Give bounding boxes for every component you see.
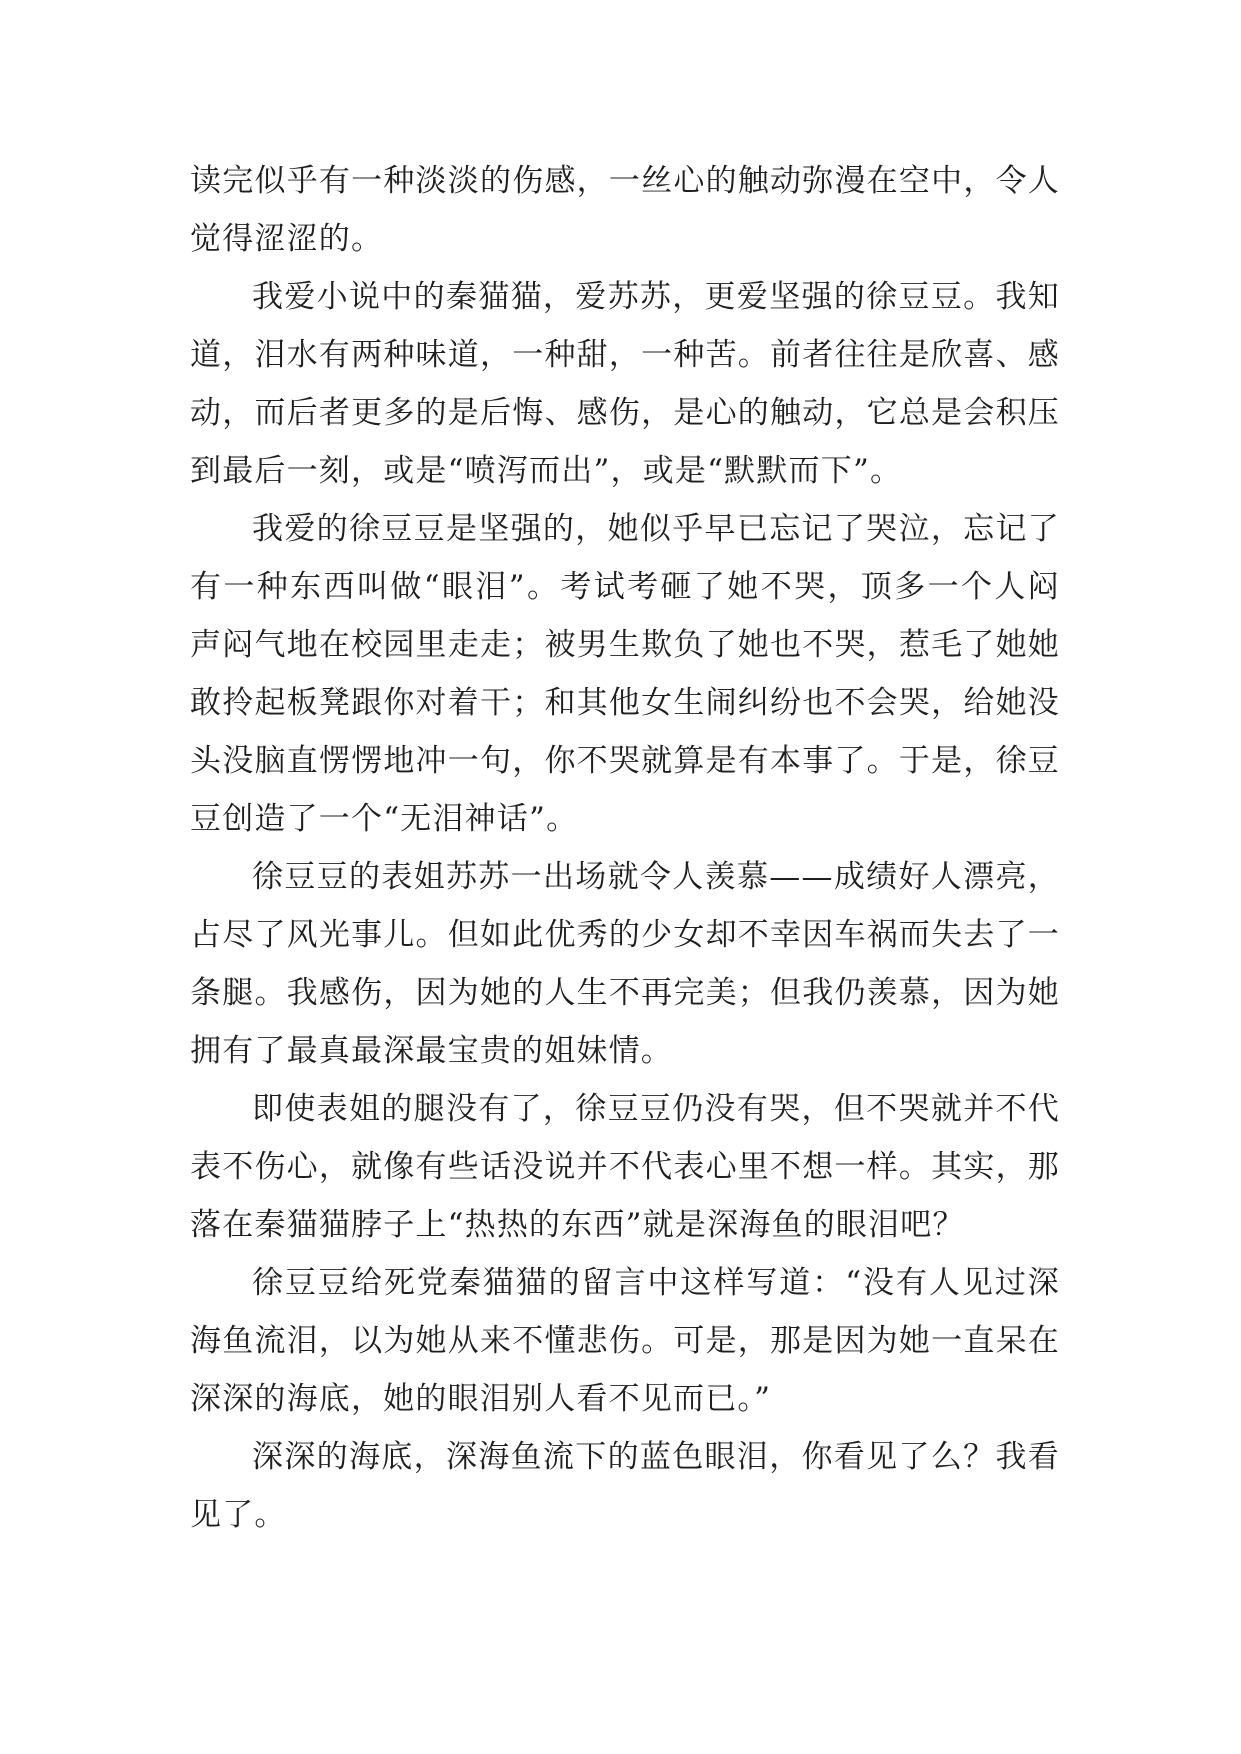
paragraph-5: 即使表姐的腿没有了，徐豆豆仍没有哭，但不哭就并不代表不伤心，就像有些话没说并不代表心里不想一样。其实，那落在秦猫猫脖子上“热热的东西”就是深海鱼的眼泪吧？ — [190, 1091, 1060, 1243]
document-body — [190, 152, 1060, 1544]
paragraph-4: 徐豆豆的表姐苏苏一出场就令人羡慕——成绩好人漂亮，占尽了风光事儿。但如此优秀的少女却不幸因车祸而失去了一条腿。我感伤，因为她的人生不再完美；但我仍羡慕，因为她拥有了最真最深最宝贵的姐妹情。 — [190, 859, 1060, 1069]
paragraph-2: 我爱小说中的秦猫猫，爱苏苏，更爱坚强的徐豆豆。我知道，泪水有两种味道，一种甜，一种苦。前者往往是欣喜、感动，而后者更多的是后悔、感伤，是心的触动，它总是会积压到最后一刻，或是“喷泻而出”，或是“默默而下”。 — [190, 279, 1060, 489]
paragraph-7: 深深的海底，深海鱼流下的蓝色眼泪，你看见了么？我看见了。 — [190, 1439, 1060, 1533]
paragraph-6: 徐豆豆给死党秦猫猫的留言中这样写道：“没有人见过深海鱼流泪，以为她从来不懂悲伤。可是，那是因为她一直呆在深深的海底，她的眼泪别人看不见而已。” — [190, 1265, 1060, 1417]
paragraph-1: 读完似乎有一种淡淡的伤感，一丝心的触动弥漫在空中，令人觉得涩涩的。 — [190, 163, 1060, 257]
paragraph-3: 我爱的徐豆豆是坚强的，她似乎早已忘记了哭泣，忘记了有一种东西叫做“眼泪”。考试考砸了她不哭，顶多一个人闷声闷气地在校园里走走；被男生欺负了她也不哭，惹毛了她她敢拎起板凳跟你对着干；和其他女生闹纠纷也不会哭，给她没头没脑直愣愣地冲一句，你不哭就算是有本事了。于是，徐豆豆创造了一个“无泪神话”。 — [190, 511, 1060, 837]
